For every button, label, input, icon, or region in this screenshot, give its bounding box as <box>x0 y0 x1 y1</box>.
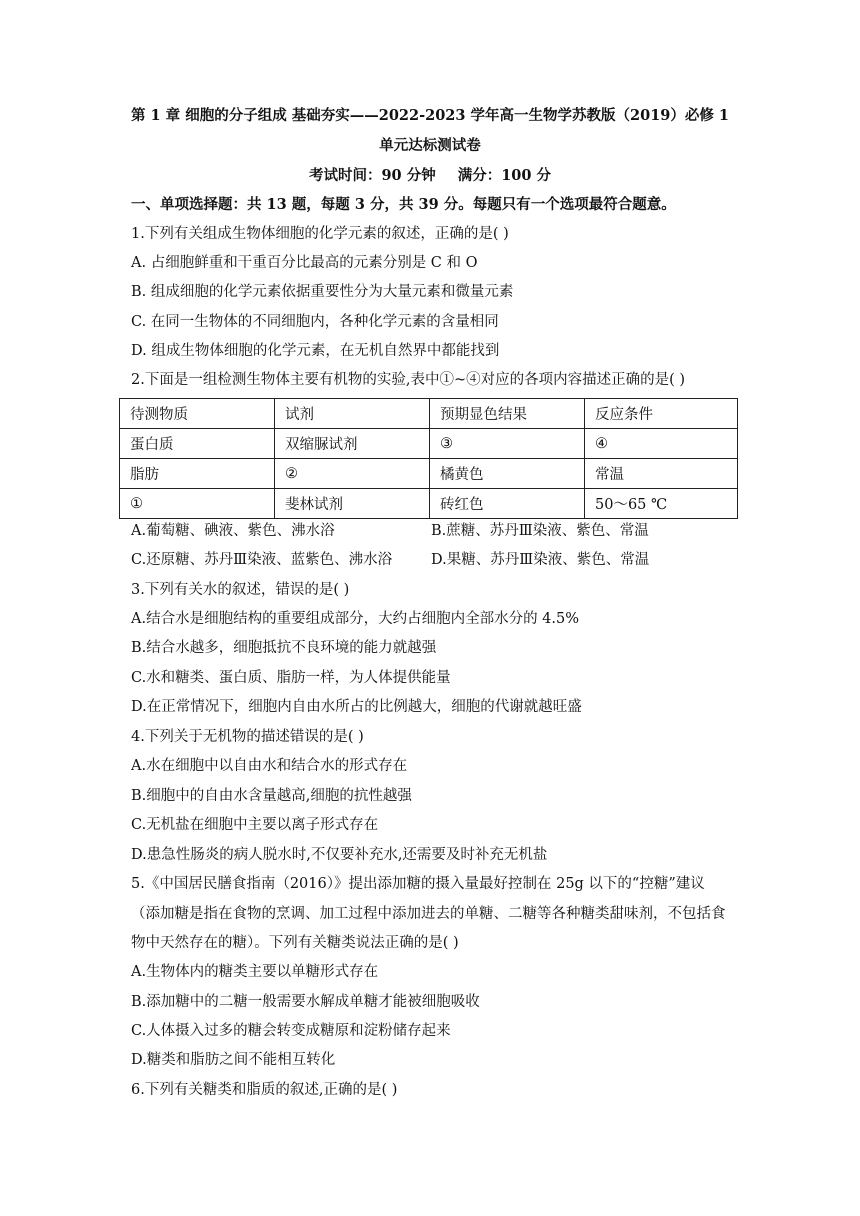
q2-option-a: A.葡萄糖、碘液、紫色、沸水浴 <box>131 523 335 539</box>
q3-option-c: C.水和糖类、蛋白质、脂肪一样，为人体提供能量 <box>131 670 451 686</box>
q1-option-b: B. 组成细胞的化学元素依据重要性分为大量元素和微量元素 <box>131 284 514 300</box>
table-header-row <box>120 399 738 429</box>
q5-option-d: D.糖类和脂肪之间不能相互转化 <box>131 1052 336 1068</box>
table-row <box>120 429 738 459</box>
q3-option-b: B.结合水越多，细胞抵抗不良环境的能力就越强 <box>131 640 437 656</box>
full-score: 满分：100 分 <box>457 167 552 184</box>
table-row <box>120 459 738 489</box>
table-cell: ③ <box>430 429 585 459</box>
table-cell: 蛋白质 <box>120 429 275 459</box>
q3-stem: 3.下列有关水的叙述，错误的是( ) <box>131 582 350 598</box>
table-cell: 脂肪 <box>120 459 275 489</box>
q3-option-d: D.在正常情况下，细胞内自由水所占的比例越大，细胞的代谢就越旺盛 <box>131 699 582 715</box>
section-heading: 一、单项选择题：共 13 题，每题 3 分，共 39 分。每题只有一个选项最符合题意。 <box>131 196 676 213</box>
q6-stem: 6.下列有关糖类和脂质的叙述,正确的是( ) <box>131 1082 398 1098</box>
q1-stem: 1.下列有关组成生物体细胞的化学元素的叙述，正确的是( ) <box>131 226 509 242</box>
table-cell: 橘黄色 <box>430 459 585 489</box>
q5-option-c: C.人体摄入过多的糖会转变成糖原和淀粉储存起来 <box>131 1023 451 1039</box>
table-cell: 双缩脲试剂 <box>275 429 430 459</box>
q4-option-b: B.细胞中的自由水含量越高,细胞的抗性越强 <box>131 788 412 804</box>
q1-option-c: C. 在同一生物体的不同细胞内，各种化学元素的含量相同 <box>131 314 499 330</box>
document-title: 第 1 章 细胞的分子组成 基础夯实——2022-2023 学年高一生物学苏教版（2019）必修 1 <box>130 107 730 124</box>
table-cell: ② <box>275 459 430 489</box>
q2-option-b: B.蔗糖、苏丹Ⅲ染液、紫色、常温 <box>431 523 649 539</box>
q2-table <box>119 398 738 519</box>
q2-stem: 2.下面是一组检测生物体主要有机物的实验,表中①~④对应的各项内容描述正确的是( ) <box>131 372 686 388</box>
q4-option-c: C.无机盐在细胞中主要以离子形式存在 <box>131 817 379 833</box>
table-header-cell: 预期显色结果 <box>430 399 585 429</box>
q4-option-a: A.水在细胞中以自由水和结合水的形式存在 <box>131 758 408 774</box>
q1-option-a: A. 占细胞鲜重和干重百分比最高的元素分别是 C 和 O <box>131 255 478 271</box>
q3-option-a: A.结合水是细胞结构的重要组成部分，大约占细胞内全部水分的 4.5% <box>131 611 580 627</box>
q1-option-d: D. 组成生物体细胞的化学元素，在无机自然界中都能找到 <box>131 343 500 359</box>
table-cell: ① <box>120 489 275 519</box>
table-cell: 砖红色 <box>430 489 585 519</box>
q5-stem: 5.《中国居民膳食指南（2016）》提出添加糖的摄入量最好控制在 25g 以下的“控糖”建议（添加糖是指在食物的烹调、加工过程中添加进去的单糖、二糖等各种糖类甜味剂，不包括食物中天然存在的糖）。下列有关糖类说法正确的是( ) <box>131 876 726 951</box>
q2-option-c: C.还原糖、苏丹Ⅲ染液、蓝紫色、沸水浴 <box>131 552 393 568</box>
table-row <box>120 489 738 519</box>
table-cell: 50～65 ℃ <box>585 489 738 519</box>
q4-option-d: D.患急性肠炎的病人脱水时,不仅要补充水,还需要及时补充无机盐 <box>131 847 548 863</box>
table-header-cell: 待测物质 <box>120 399 275 429</box>
table-cell: ④ <box>585 429 738 459</box>
q5-option-b: B.添加糖中的二糖一般需要水解成单糖才能被细胞吸收 <box>131 994 480 1010</box>
document-subtitle: 单元达标测试卷 <box>379 137 481 154</box>
q5-option-a: A.生物体内的糖类主要以单糖形式存在 <box>131 964 379 980</box>
table-cell: 斐林试剂 <box>275 489 430 519</box>
exam-info <box>0 164 860 185</box>
table-cell: 常温 <box>585 459 738 489</box>
q2-option-d: D.果糖、苏丹Ⅲ染液、紫色、常温 <box>431 552 650 568</box>
exam-time: 考试时间：90 分钟 <box>308 167 436 184</box>
table-header-cell: 反应条件 <box>585 399 738 429</box>
table-header-cell: 试剂 <box>275 399 430 429</box>
q4-stem: 4.下列关于无机物的描述错误的是( ) <box>131 729 364 745</box>
